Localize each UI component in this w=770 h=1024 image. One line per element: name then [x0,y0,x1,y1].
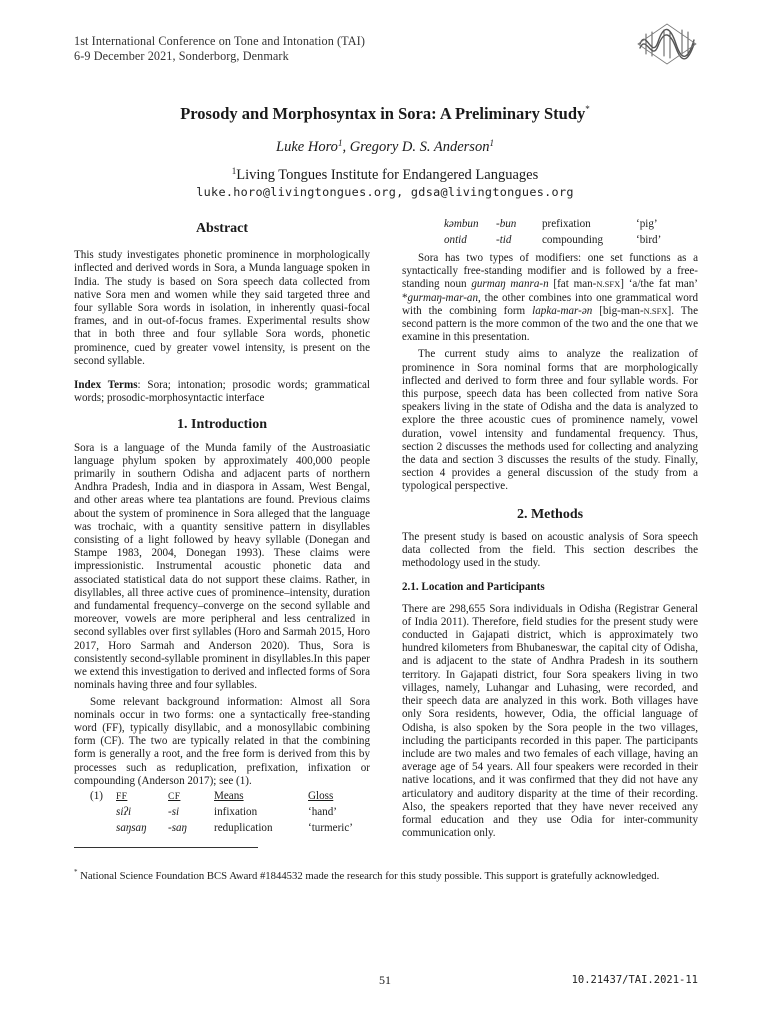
index-terms-label: Index Terms [74,379,138,392]
example-means: infixation [214,805,258,818]
example-row [74,822,353,838]
current-study-paragraph: The current study aims to analyze the realization of prominence in Sora nominal forms that are morphologically inflected and derived to form three and four syllable words. For this purpose, speech data has been collected from native Sora speakers living in the state of Odisha and the data is analyzed to explore the three acoustic cues of prominence namely, vowel duration, vowel intensity and fundamental frequency. Thus, section 2 discusses the methods used for collecting and analyzing the data and section 3 discusses the results of the study. Finally, section 4 provides a general discussion of the study from a typological perspective. [402,348,698,493]
paper-title-text: Prosody and Morphosyntax in Sora: A Preliminary Study [180,104,586,123]
footnote [74,864,698,884]
example-cf-form: -tid [496,234,512,246]
example-ff-form: siʔi [116,805,132,818]
index-terms [74,379,370,405]
example-row [74,806,353,822]
example-ff-form: kəmbun [444,218,479,230]
index-terms-text: : Sora; intonation; prosodic words; grammatical words; prosodic-morphosyntactic interface [74,379,370,405]
example-number: (1) [90,789,103,802]
author1-affil-mark: 1 [337,138,343,148]
right-column [402,218,698,840]
title-footnote-mark: * [585,104,590,114]
methods-paragraph-1: The present study is based on acoustic analysis of Sora speech data collected from the field. This section describes the methodology used in the study. [402,530,698,570]
example-table-continued [444,218,661,250]
introduction-heading: 1. Introduction [177,417,267,433]
example-table [74,790,353,838]
example-header-row [74,790,353,806]
example-means: prefixation [542,218,591,230]
text-run: ]. The second pattern is the more common of the two and the one that we examine in this presentation. [402,304,698,344]
example-col-gloss: Gloss [308,789,334,802]
sora-example: gurmaŋ manra-n [471,278,549,291]
conference-logo-icon [636,22,698,66]
author-horo: Luke Horo [276,139,338,155]
footnote-text: National Science Foundation BCS Award #1844532 made the research for this study possible. This support is gratefully acknowledged. [77,870,660,882]
abstract-heading: Abstract [195,221,249,236]
author-list: Luke Horo$^1$, Gregory D. S. Anderson$^1$ [276,138,494,155]
example-row [444,218,661,234]
example-cf-form: -bun [496,218,517,230]
example-cf-form: -si [168,805,180,818]
affiliation [0,166,770,184]
example-gloss: ‘bird’ [636,234,662,246]
example-gloss: ‘turmeric’ [308,821,353,834]
conference-date-location: 6-9 December 2021, Sonderborg, Denmark [74,49,289,63]
text-run: [big-man- [592,304,644,317]
text-run: Sora has two types of modifiers: one set functions as a syntactically free-standing modifier and is followed by a free-standing noun [402,252,698,291]
footnote-rule [74,847,258,848]
modifiers-paragraph [402,252,698,344]
intro-paragraph-1: Sora is a language of the Munda family of the Austroasiatic language phylum spoken by approximately 400,000 people primarily in southern Odisha and adjacent parts of northern Andhra Pradesh, India and in diaspora in Assam, West Bengal, and other areas where tea plantations are found. Previous claims about the system of prominence in Sora alleged that the language was trochaic, with a quantity sensitive pattern in disyllables consisting of a light followed by heavy syllable (Donegan and Stampe 1983, 2004, Donegan 1993). These claims were impressionistic. Instrumental acoustic phonetic data and associated statistical data do not support these claims. Rather, in disyllables, all three active cues of prominence–intensity, duration and fundamental frequency–converge on the second syllable and moreover, vowels are more peripheral and less centralized in second syllables over first syllables (Horo and Sarmah 2015, Horo 2017, Horo Sarmah and Anderson 2020). Thus, Sora is consistently second-syllable prominent in disyllables.In this paper we extend this investigation to derived and inflected forms of Sora nominals having three and four syllables. [74,441,370,692]
footnote-mark: * [74,868,78,876]
author-anderson: Gregory D. S. Anderson [349,139,490,155]
example-col-ff: FF [116,791,128,802]
left-column [74,222,370,838]
gloss-abbrev: N.SFX [596,279,621,290]
author2-affil-mark: 1 [489,138,494,148]
conference-header [74,34,365,64]
example-ff-form: ontid [444,234,467,246]
location-subheading: 2.1. Location and Participants [402,581,545,594]
text-run: ] ‘a/the fat man’ * [402,278,698,304]
example-col-means: Means [214,789,244,802]
conference-name: 1st International Conference on Tone and Intonation (TAI) [74,34,365,48]
methods-heading: 2. Methods [516,506,584,522]
example-row [444,234,661,250]
example-means: compounding [542,234,604,246]
intro-paragraph-2: Some relevant background information: Almost all Sora nominals occur in two forms: one a syntactically free-standing word (FF), typically disyllabic, and a monosyllabic combining form (CF). The two are typically related in that the combining form is generally a root, and the free form is derived from this by processes such as reduplication, prefixation, infixation or compounding (Anderson 2017); see (1). [74,695,370,787]
page-number: 51 [379,973,391,987]
example-gloss: ‘pig’ [636,218,658,230]
paper-title [0,104,770,124]
example-means: reduplication [214,821,273,834]
methods-paragraph-2: There are 298,655 Sora individuals in Odisha (Registrar General of India 2011). Therefore, field studies for the present study were conducted in Gajapati district, which is approximately two hundred kilometers from Bhubaneswar, the capital city of Odisha, and is adjacent to the state of Andhra Pradesh in its southern territory. In Gajapati district, four Sora speakers living in two villages, namely, Luhangar and Luhasing, were recorded, and their speech data are analyzed in this work. Both villages have only Sora residents, however, Odia, the official language of Odisha, is also spoken by the Sora people in the two villages, including the participants recorded in this paper. The participants include are two males and two females of each village, having an average age of 54 years. All four speakers were recorded in their native locations, and it was confirmed that they did not have any articulatory and auditory disparity at the time of their recording. Also, the speakers reported that they have never received any formal education and they use Odia for inter-community communication only. [402,602,698,840]
author-emails: luke.horo@livingtongues.org, gdsa@livingtongues.org [196,185,574,199]
example-cf-form: -saŋ [168,821,187,834]
affiliation-text: Living Tongues Institute for Endangered Languages [236,167,539,183]
example-ff-form: saŋsaŋ [116,821,147,834]
example-gloss: ‘hand’ [308,805,337,818]
affiliation-mark: 1 [231,166,237,176]
sora-example: gurmaŋ-mar-an [407,291,478,304]
gloss-abbrev: N.SFX [643,305,668,316]
example-col-cf: CF [168,791,181,802]
text-run: [fat man- [548,278,597,291]
text-run: , the other combines into one grammatical word with the combining form [402,291,698,317]
doi: 10.21437/TAI.2021-11 [571,974,698,986]
abstract-text: This study investigates phonetic prominence in morphologically inflected and derived words in Sora, a Munda language spoken in India. The study is based on Sora speech data collected from native Sora men and women while they said targeted three and four syllable Sora words in isolation, in inherently quasi-focal frames, and in out-of-focus frames. Experimental results show that in both three and four syllable Sora words, phonetic prominence, cued by greater vowel intensity, is present on the second syllable. [74,249,370,367]
sora-example: lapka-mar-ən [532,304,593,317]
